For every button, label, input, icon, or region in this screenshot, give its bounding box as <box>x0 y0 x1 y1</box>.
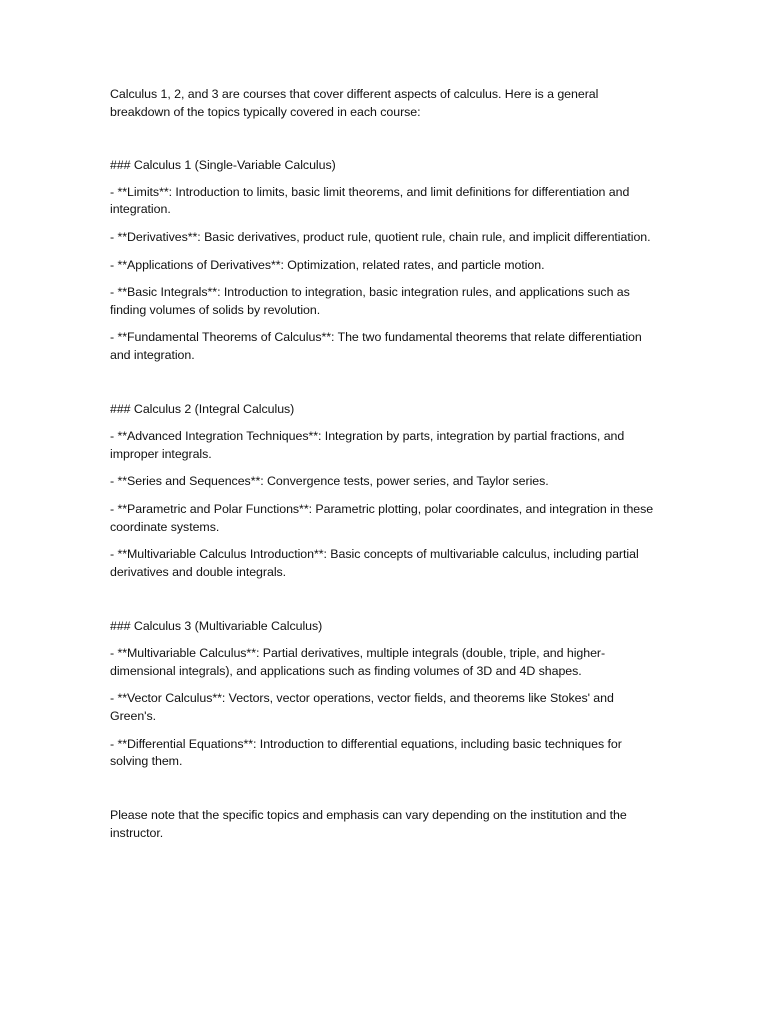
list-item: - **Basic Integrals**: Introduction to integration, basic integration rules, and applications such as finding volumes of solids by revolution. <box>110 285 630 317</box>
closing-paragraph: Please note that the specific topics and emphasis can vary depending on the institution and the instructor. <box>110 808 627 840</box>
list-item: - **Differential Equations**: Introduction to differential equations, including basic techniques for solving them. <box>110 736 622 769</box>
section-heading: ### Calculus 3 (Multivariable Calculus) <box>110 619 323 634</box>
list-item: - **Multivariable Calculus**: Partial derivatives, multiple integrals (double, triple, and higher-dimensional integrals), and applications such as finding volumes of 3D and 4D shapes. <box>110 646 606 678</box>
list-item: - **Applications of Derivatives**: Optimization, related rates, and particle motion. <box>110 257 545 272</box>
list-item: - **Vector Calculus**: Vectors, vector operations, vector fields, and theorems like Stokes' and Green's. <box>110 691 614 724</box>
intro-paragraph: Calculus 1, 2, and 3 are courses that cover different aspects of calculus. Here is a general breakdown of the topics typically covered in each course: <box>110 87 599 119</box>
section-calculus-3 <box>110 618 660 771</box>
list-item: - **Parametric and Polar Functions**: Parametric plotting, polar coordinates, and integration in these coordinate systems. <box>110 502 654 534</box>
section-calculus-2 <box>110 401 660 581</box>
section-heading: ### Calculus 2 (Integral Calculus) <box>110 402 295 417</box>
list-item: - **Advanced Integration Techniques**: Integration by parts, integration by partial fractions, and improper integrals. <box>110 429 625 461</box>
list-item: - **Series and Sequences**: Convergence tests, power series, and Taylor series. <box>110 474 549 489</box>
list-item: - **Multivariable Calculus Introduction**: Basic concepts of multivariable calculus, including partial derivatives and double integrals. <box>110 547 639 579</box>
document-body <box>110 86 660 843</box>
list-item: - **Limits**: Introduction to limits, basic limit theorems, and limit definitions for differentiation and integration. <box>110 184 630 217</box>
list-item: - **Fundamental Theorems of Calculus**: The two fundamental theorems that relate differentiation and integration. <box>110 330 642 362</box>
section-heading: ### Calculus 1 (Single-Variable Calculus) <box>110 157 336 172</box>
list-item: - **Derivatives**: Basic derivatives, product rule, quotient rule, chain rule, and implicit differentiation. <box>110 229 651 244</box>
section-calculus-1 <box>110 157 660 365</box>
